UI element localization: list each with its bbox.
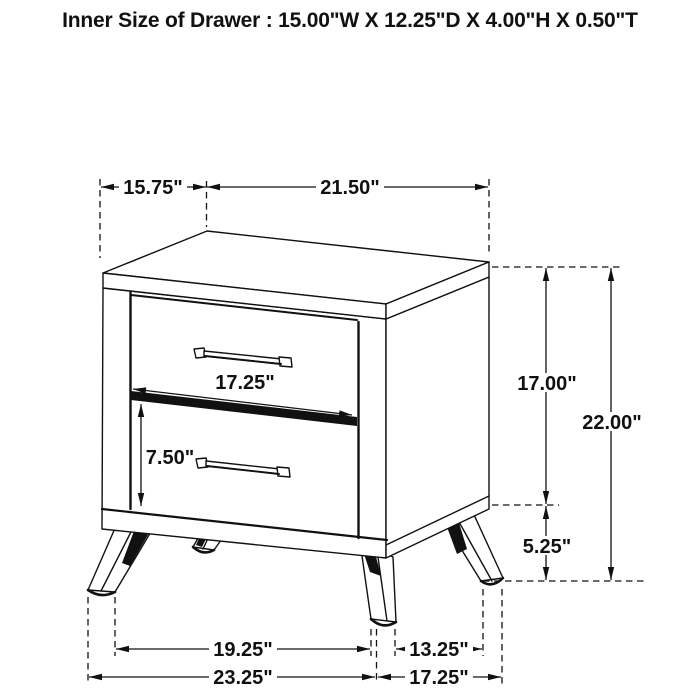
dim-leg-height-label: 5.25" xyxy=(522,536,572,558)
dim-front-legs-inner-label: 19.25" xyxy=(213,639,273,661)
cabinet-right-face xyxy=(386,277,489,558)
dim-side-legs-inner-label: 13.25" xyxy=(409,639,469,661)
dim-top-depth-label: 15.75" xyxy=(123,177,183,199)
dim-drawer-width-label: 17.25" xyxy=(215,372,275,394)
dim-bottom-drawer-label: 7.50" xyxy=(145,447,195,469)
dim-side-legs-outer-label: 17.25" xyxy=(409,667,469,689)
front-left-leg xyxy=(88,526,152,595)
page-title: Inner Size of Drawer : 15.00"W X 12.25"D X 4.00"H X 0.50"T xyxy=(62,9,638,32)
dim-overall-height-label: 22.00" xyxy=(582,412,642,434)
dim-front-legs-outer-label: 23.25" xyxy=(213,667,273,689)
dim-top-width-label: 21.50" xyxy=(320,177,380,199)
dim-case-height-label: 17.00" xyxy=(517,373,577,395)
cabinet-body xyxy=(102,277,489,558)
